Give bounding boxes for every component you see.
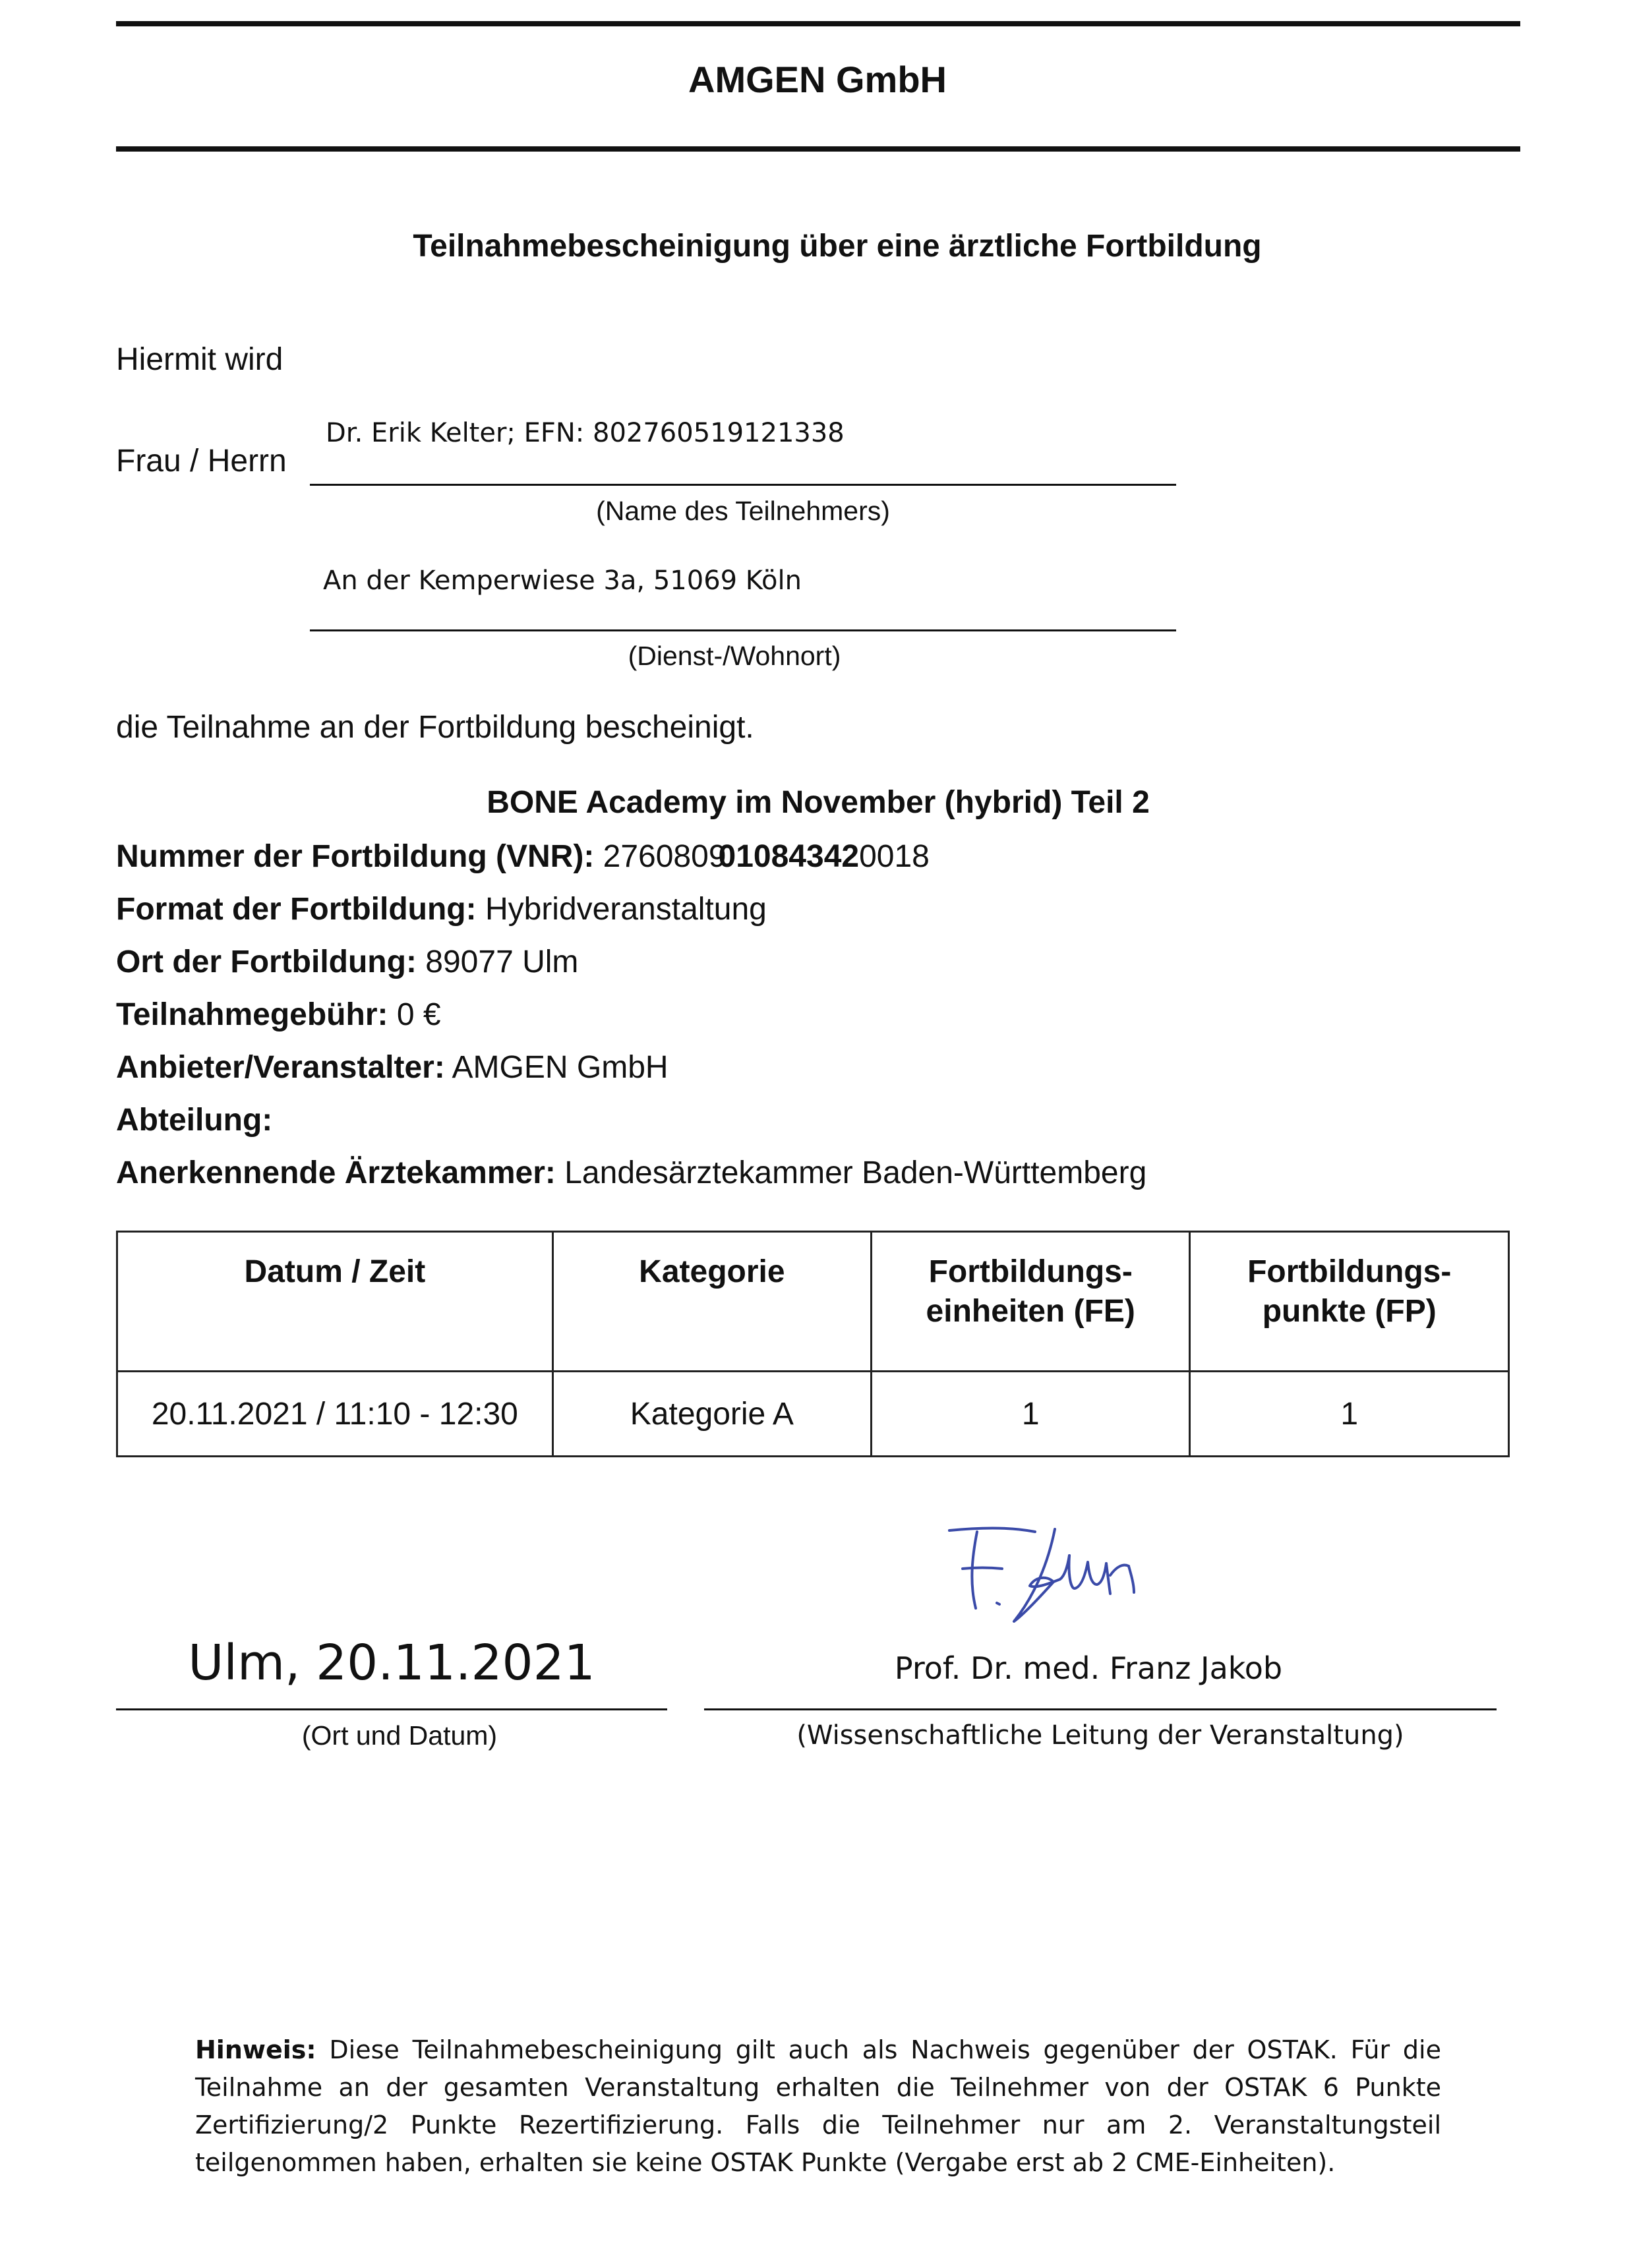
- header-points: Fortbildungs- punkte (FP): [1190, 1232, 1509, 1372]
- address-value: An der Kemperwiese 3a, 51069 Köln: [323, 566, 802, 596]
- format-row: [116, 891, 767, 927]
- place-date-line: [116, 1708, 667, 1710]
- closing-text: die Teilnahme an der Fortbildung bescheinigt.: [116, 710, 754, 745]
- department-label: Abteilung:: [116, 1103, 273, 1138]
- signer-line: [704, 1708, 1497, 1710]
- vnr-row: [116, 838, 930, 875]
- chamber-label: Anerkennende Ärztekammer:: [116, 1155, 556, 1190]
- header-date-time: Datum / Zeit: [117, 1232, 553, 1372]
- format-label: Format der Fortbildung:: [116, 892, 477, 927]
- cell-category: Kategorie A: [552, 1372, 871, 1457]
- vnr-suffix: 0018: [859, 839, 930, 874]
- hint-label: Hinweis:: [195, 2035, 316, 2064]
- hint-paragraph: [195, 2031, 1441, 2182]
- fee-label: Teilnahmegebühr:: [116, 997, 388, 1032]
- credits-table: [116, 1231, 1510, 1457]
- location-value: 89077 Ulm: [425, 945, 579, 979]
- intro-text: Hiermit wird: [116, 342, 283, 377]
- company-name: AMGEN GmbH: [688, 59, 947, 100]
- hint-text: Diese Teilnahmebescheinigung gilt auch als Nachweis gegenüber der OSTAK. Für die Teilnahme an der gesamten Veranstaltung erhalten die Teilnehmer von der OSTAK 6 Punkte Zertifizierung/2 Punkte Rezertifizierung. Falls die Teilnehmer nur am 2. Veranstaltungsteil teilgenommen haben, erhalten sie keine OSTAK Punkte (Vergabe erst ab 2 CME-Einheiten).: [195, 2035, 1441, 2177]
- vnr-label: Nummer der Fortbildung (VNR):: [116, 839, 595, 874]
- cell-units: 1: [871, 1372, 1189, 1457]
- document-title: Teilnahmebescheinigung über eine ärztliche Fortbildung: [413, 229, 1262, 264]
- signer-name: Prof. Dr. med. Franz Jakob: [894, 1650, 1283, 1686]
- location-label: Ort der Fortbildung:: [116, 945, 417, 979]
- fee-row: [116, 997, 441, 1033]
- chamber-row: [116, 1155, 1146, 1191]
- table-header-row: [117, 1232, 1509, 1372]
- place-date-caption: (Ort und Datum): [301, 1720, 498, 1751]
- fee-value: 0 €: [396, 997, 441, 1032]
- header-top-rule: [116, 21, 1520, 26]
- header-bottom-rule: [116, 146, 1520, 152]
- signer-caption: (Wissenschaftliche Leitung der Veranstaltung): [796, 1720, 1404, 1751]
- provider-label: Anbieter/Veranstalter:: [116, 1050, 445, 1085]
- vnr-bold-part: 01084342: [718, 839, 860, 874]
- location-row: [116, 944, 578, 980]
- place-date-value: Ulm, 20.11.2021: [188, 1635, 595, 1691]
- name-line: [310, 484, 1176, 486]
- cell-points: 1: [1190, 1372, 1509, 1457]
- provider-value: AMGEN GmbH: [452, 1050, 669, 1085]
- participant-name-value: Dr. Erik Kelter; EFN: 802760519121338: [326, 418, 845, 448]
- address-caption: (Dienst-/Wohnort): [628, 641, 841, 671]
- name-caption: (Name des Teilnehmers): [596, 496, 890, 526]
- salutation-label: Frau / Herrn: [116, 444, 287, 479]
- department-row: [116, 1102, 272, 1138]
- cell-date-time: 20.11.2021 / 11:10 - 12:30: [117, 1372, 553, 1457]
- vnr-prefix: 2760809: [603, 839, 727, 874]
- address-line: [310, 629, 1176, 631]
- header-category: Kategorie: [552, 1232, 871, 1372]
- chamber-value: Landesärztekammer Baden-Württemberg: [564, 1155, 1147, 1190]
- handwritten-signature: [936, 1516, 1213, 1648]
- table-row: [117, 1372, 1509, 1457]
- provider-row: [116, 1049, 669, 1086]
- event-name: BONE Academy im November (hybrid) Teil 2: [487, 785, 1150, 820]
- header-units: Fortbildungs- einheiten (FE): [871, 1232, 1189, 1372]
- format-value: Hybridveranstaltung: [485, 892, 767, 927]
